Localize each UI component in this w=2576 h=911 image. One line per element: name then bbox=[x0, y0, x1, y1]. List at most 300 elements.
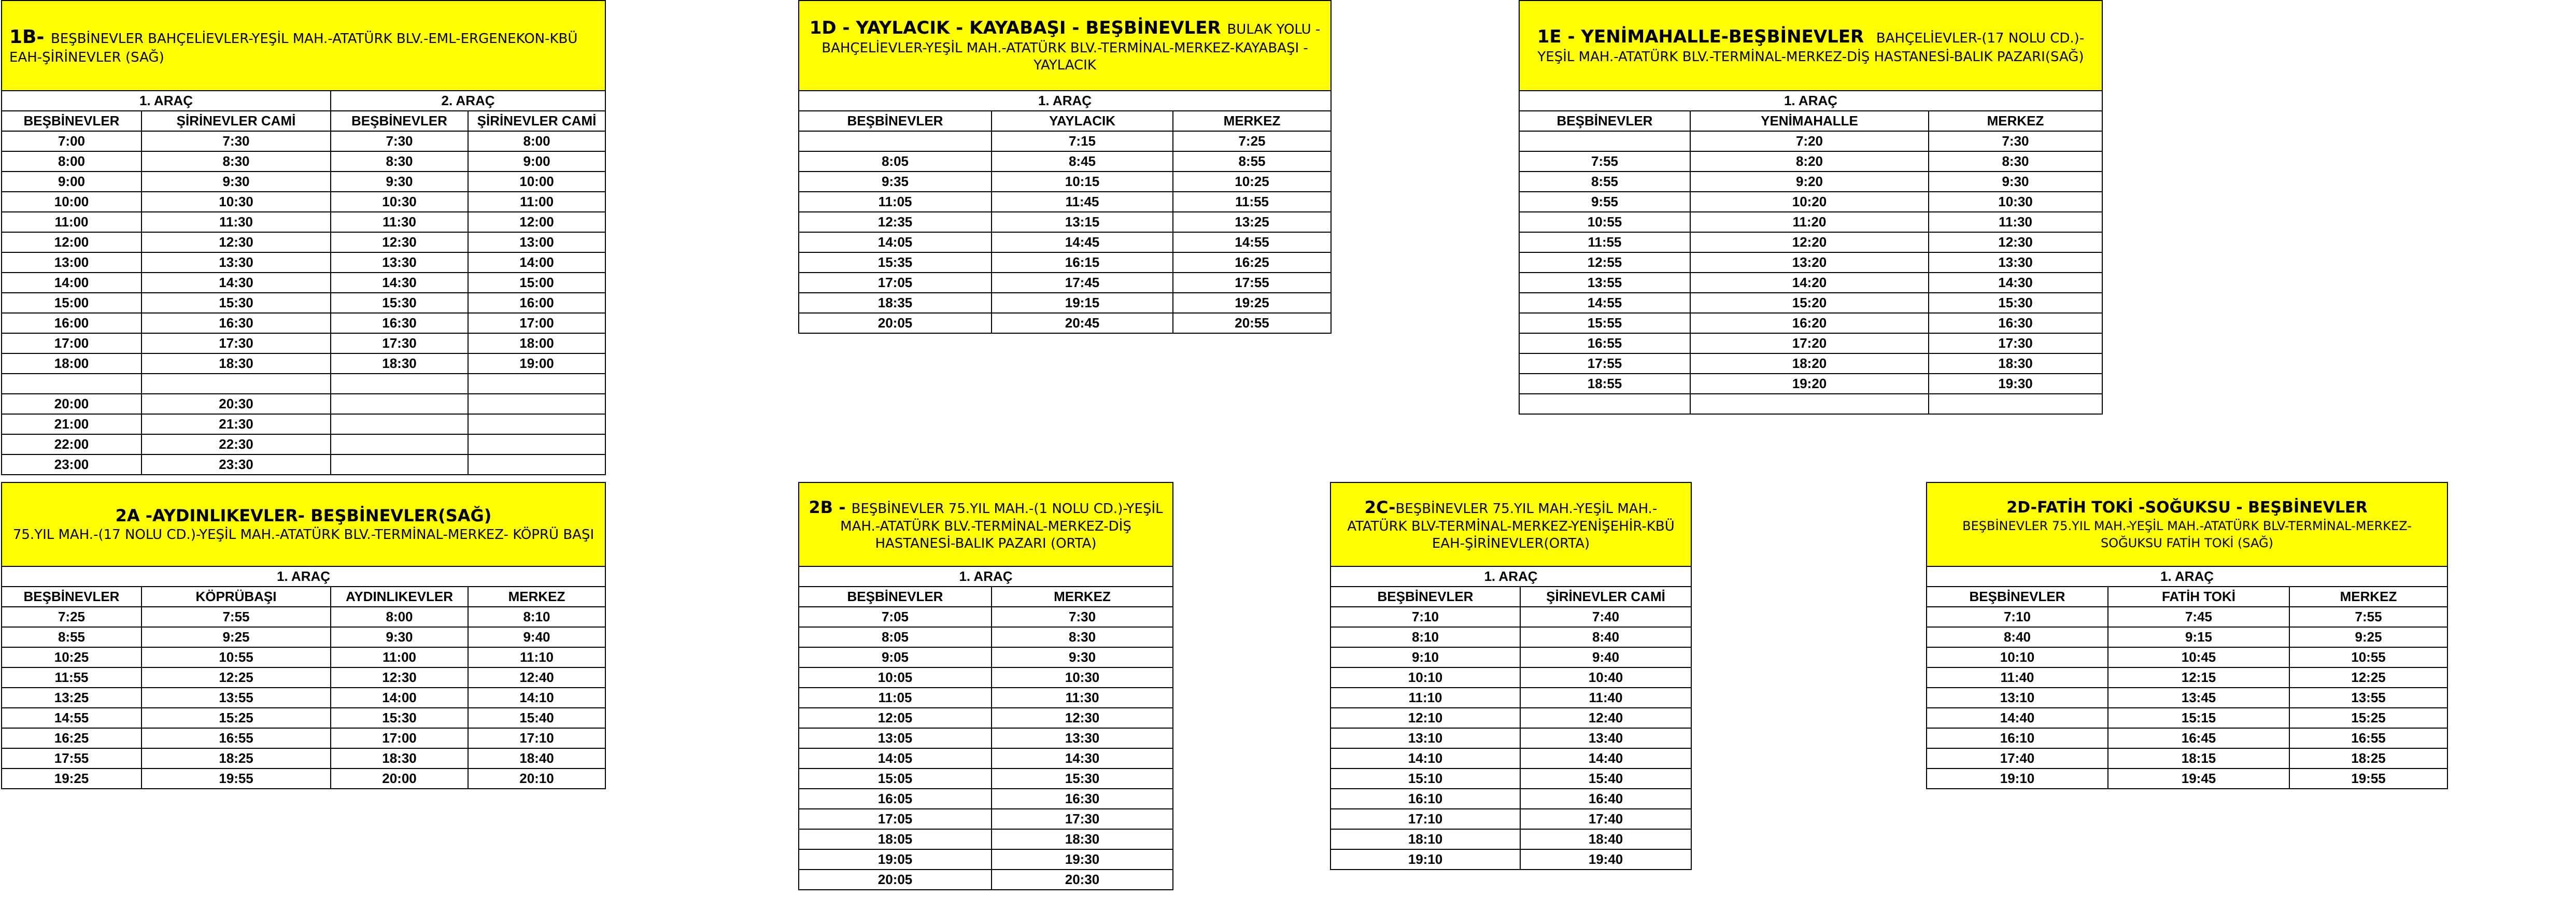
time-row bbox=[1331, 829, 1691, 849]
time-cell: 7:25 bbox=[2, 607, 141, 627]
time-cell: 18:55 bbox=[1519, 374, 1690, 394]
time-cell bbox=[331, 374, 468, 394]
time-cell: 13:20 bbox=[1690, 252, 1929, 273]
route-name: 2A -AYDINLIKEVLER- BEŞBİNEVLER(SAĞ) bbox=[115, 506, 492, 526]
time-cell: 16:55 bbox=[2289, 728, 2447, 748]
time-cell: 15:05 bbox=[799, 768, 992, 789]
time-cell: 8:10 bbox=[1331, 627, 1520, 647]
route-header bbox=[1927, 482, 2447, 566]
time-cell: 11:55 bbox=[1519, 232, 1690, 252]
route-name: 2C bbox=[1364, 497, 1389, 517]
time-cell: 16:55 bbox=[1519, 333, 1690, 353]
time-cell: 12:10 bbox=[1331, 708, 1520, 728]
time-cell: 20:05 bbox=[799, 870, 992, 890]
time-cell: 8:30 bbox=[1929, 151, 2102, 172]
time-row bbox=[2, 172, 605, 192]
time-row bbox=[799, 313, 1331, 333]
time-cell: 8:55 bbox=[1519, 172, 1690, 192]
time-cell bbox=[1519, 394, 1690, 414]
route-stops: BEŞBİNEVLER 75.YIL MAH.-YEŞİL MAH.-ATATÜRK BLV-TERMİNAL-MERKEZ-YENİŞEHİR-KBÜ EAH-ŞİRİNEVLER(ORTA) bbox=[1347, 501, 1675, 551]
time-row bbox=[1927, 688, 2447, 708]
time-cell: 10:30 bbox=[992, 667, 1173, 688]
time-cell: 7:25 bbox=[1173, 131, 1331, 151]
time-cell: 12:30 bbox=[141, 232, 331, 252]
time-cell: 14:30 bbox=[1929, 273, 2102, 293]
route-separator bbox=[1864, 26, 1876, 47]
time-row bbox=[2, 293, 605, 313]
time-cell: 7:30 bbox=[141, 131, 331, 151]
time-cell: 9:00 bbox=[468, 151, 605, 172]
time-row bbox=[2, 728, 605, 748]
time-row bbox=[2, 374, 605, 394]
time-row bbox=[799, 232, 1331, 252]
time-cell: 17:05 bbox=[799, 809, 992, 829]
stop-column-header: MERKEZ bbox=[468, 587, 605, 607]
time-cell: 14:55 bbox=[2, 708, 141, 728]
time-cell: 16:30 bbox=[1929, 313, 2102, 333]
time-cell: 13:45 bbox=[2108, 688, 2289, 708]
stop-column-header: MERKEZ bbox=[1929, 111, 2102, 131]
vehicle-label: 1. ARAÇ bbox=[2, 566, 605, 587]
time-row bbox=[799, 667, 1173, 688]
time-cell: 9:55 bbox=[1519, 192, 1690, 212]
time-row bbox=[2, 607, 605, 627]
time-cell: 7:15 bbox=[992, 131, 1173, 151]
time-cell: 18:15 bbox=[2108, 748, 2289, 768]
time-row bbox=[799, 789, 1173, 809]
time-row bbox=[1927, 667, 2447, 688]
time-cell: 12:30 bbox=[1929, 232, 2102, 252]
time-cell: 16:55 bbox=[141, 728, 331, 748]
time-cell: 20:30 bbox=[992, 870, 1173, 890]
time-cell: 8:00 bbox=[331, 607, 468, 627]
time-cell: 14:40 bbox=[1520, 748, 1691, 768]
route-stops: BEŞBİNEVLER 75.YIL MAH.-YEŞİL MAH.-ATATÜRK BLV-TERMİNAL-MERKEZ-SOĞUKSU FATİH TOKİ (SAĞ) bbox=[1962, 519, 2412, 550]
time-cell: 7:45 bbox=[2108, 607, 2289, 627]
stop-column-header: MERKEZ bbox=[2289, 587, 2447, 607]
route-stops: BEŞBİNEVLER BAHÇELİEVLER-YEŞİL MAH.-ATATÜRK BLV.-EML-ERGENEKON-KBÜ EAH-ŞİRİNEVLER (SAĞ) bbox=[9, 31, 578, 65]
time-row bbox=[799, 647, 1173, 667]
time-cell: 8:20 bbox=[1690, 151, 1929, 172]
time-cell: 19:40 bbox=[1520, 849, 1691, 870]
time-cell: 10:00 bbox=[2, 192, 141, 212]
stop-column-header: BEŞBİNEVLER bbox=[1331, 587, 1520, 607]
time-cell: 17:00 bbox=[331, 728, 468, 748]
time-cell: 13:30 bbox=[1929, 252, 2102, 273]
vehicle-label: 1. ARAÇ bbox=[799, 566, 1173, 587]
time-cell: 13:30 bbox=[992, 728, 1173, 748]
timetable-1e bbox=[1519, 0, 2103, 415]
time-cell: 11:45 bbox=[992, 192, 1173, 212]
time-cell: 14:10 bbox=[1331, 748, 1520, 768]
time-row bbox=[799, 728, 1173, 748]
time-cell: 13:25 bbox=[2, 688, 141, 708]
time-cell: 10:55 bbox=[1519, 212, 1690, 232]
time-cell: 19:05 bbox=[799, 849, 992, 870]
time-cell: 13:15 bbox=[992, 212, 1173, 232]
time-cell: 19:10 bbox=[1331, 849, 1520, 870]
time-cell: 18:00 bbox=[468, 333, 605, 353]
time-row bbox=[799, 607, 1173, 627]
stop-column-header: FATİH TOKİ bbox=[2108, 587, 2289, 607]
route-separator: - bbox=[36, 26, 51, 48]
vehicle-label: 1. ARAÇ bbox=[2, 91, 331, 111]
time-row bbox=[1519, 293, 2102, 313]
time-cell: 18:30 bbox=[1929, 353, 2102, 374]
time-cell: 22:30 bbox=[141, 434, 331, 454]
time-row bbox=[1927, 728, 2447, 748]
time-cell: 16:25 bbox=[2, 728, 141, 748]
time-cell: 10:55 bbox=[141, 647, 331, 667]
time-cell: 15:20 bbox=[1690, 293, 1929, 313]
time-cell: 12:30 bbox=[331, 232, 468, 252]
time-cell: 7:05 bbox=[799, 607, 992, 627]
time-cell: 13:55 bbox=[1519, 273, 1690, 293]
time-cell: 16:00 bbox=[468, 293, 605, 313]
time-row bbox=[799, 870, 1173, 890]
time-cell: 12:55 bbox=[1519, 252, 1690, 273]
time-cell: 10:20 bbox=[1690, 192, 1929, 212]
time-cell: 23:30 bbox=[141, 454, 331, 475]
time-cell: 17:05 bbox=[799, 273, 992, 293]
time-cell: 18:40 bbox=[468, 748, 605, 768]
time-cell: 12:00 bbox=[468, 212, 605, 232]
route-name: 2B bbox=[809, 497, 833, 517]
time-row bbox=[799, 768, 1173, 789]
timetable-1d bbox=[798, 0, 1332, 334]
time-cell: 14:30 bbox=[331, 273, 468, 293]
time-cell: 15:30 bbox=[992, 768, 1173, 789]
time-cell: 14:00 bbox=[2, 273, 141, 293]
time-row bbox=[1331, 728, 1691, 748]
time-cell: 9:30 bbox=[141, 172, 331, 192]
time-cell: 8:00 bbox=[2, 151, 141, 172]
time-row bbox=[799, 627, 1173, 647]
time-cell: 16:10 bbox=[1331, 789, 1520, 809]
route-separator bbox=[1221, 18, 1227, 38]
time-cell: 9:05 bbox=[799, 647, 992, 667]
time-row bbox=[1519, 313, 2102, 333]
time-cell: 7:55 bbox=[1519, 151, 1690, 172]
time-cell: 15:30 bbox=[331, 708, 468, 728]
time-cell: 9:15 bbox=[2108, 627, 2289, 647]
time-cell: 8:55 bbox=[1173, 151, 1331, 172]
time-row bbox=[1331, 809, 1691, 829]
vehicle-label: 1. ARAÇ bbox=[1927, 566, 2447, 587]
time-cell: 13:30 bbox=[331, 252, 468, 273]
stop-column-header: BEŞBİNEVLER bbox=[2, 587, 141, 607]
time-cell: 16:10 bbox=[1927, 728, 2108, 748]
time-cell: 17:30 bbox=[992, 809, 1173, 829]
time-cell: 17:30 bbox=[141, 333, 331, 353]
time-cell: 16:00 bbox=[2, 313, 141, 333]
time-cell: 8:05 bbox=[799, 151, 992, 172]
time-cell: 10:05 bbox=[799, 667, 992, 688]
time-cell: 15:30 bbox=[141, 293, 331, 313]
time-cell: 13:10 bbox=[1927, 688, 2108, 708]
time-cell: 16:15 bbox=[992, 252, 1173, 273]
time-cell: 11:40 bbox=[1927, 667, 2108, 688]
stop-column-header: BEŞBİNEVLER bbox=[2, 111, 141, 131]
time-cell: 10:45 bbox=[2108, 647, 2289, 667]
time-cell: 15:40 bbox=[1520, 768, 1691, 789]
vehicle-label: 1. ARAÇ bbox=[1331, 566, 1691, 587]
time-cell: 18:30 bbox=[331, 748, 468, 768]
time-cell: 18:40 bbox=[1520, 829, 1691, 849]
time-cell: 9:00 bbox=[2, 172, 141, 192]
time-row bbox=[799, 252, 1331, 273]
time-row bbox=[1331, 607, 1691, 627]
time-cell: 11:30 bbox=[331, 212, 468, 232]
time-row bbox=[1331, 768, 1691, 789]
time-cell: 12:15 bbox=[2108, 667, 2289, 688]
route-name: 2D-FATİH TOKİ -SOĞUKSU - BEŞBİNEVLER bbox=[2006, 498, 2368, 517]
time-cell: 19:00 bbox=[468, 353, 605, 374]
time-cell: 20:00 bbox=[2, 394, 141, 414]
time-cell: 11:00 bbox=[331, 647, 468, 667]
time-cell: 13:30 bbox=[141, 252, 331, 273]
time-cell: 7:30 bbox=[331, 131, 468, 151]
time-cell bbox=[141, 374, 331, 394]
time-cell: 9:30 bbox=[992, 647, 1173, 667]
time-cell: 12:05 bbox=[799, 708, 992, 728]
time-row bbox=[1927, 647, 2447, 667]
time-cell: 7:30 bbox=[992, 607, 1173, 627]
route-name: 1B bbox=[9, 26, 37, 48]
time-row bbox=[799, 172, 1331, 192]
time-cell: 16:25 bbox=[1173, 252, 1331, 273]
time-row bbox=[1927, 768, 2447, 789]
time-cell: 10:25 bbox=[1173, 172, 1331, 192]
route-name: 1E - YENİMAHALLE-BEŞBİNEVLER bbox=[1537, 26, 1864, 47]
time-row bbox=[2, 434, 605, 454]
time-cell: 15:25 bbox=[141, 708, 331, 728]
time-cell: 17:10 bbox=[468, 728, 605, 748]
time-cell: 15:40 bbox=[468, 708, 605, 728]
time-row bbox=[2, 667, 605, 688]
time-row bbox=[1927, 708, 2447, 728]
time-cell: 10:10 bbox=[1331, 667, 1520, 688]
time-cell: 13:55 bbox=[2289, 688, 2447, 708]
time-cell: 8:05 bbox=[799, 627, 992, 647]
time-row bbox=[799, 849, 1173, 870]
time-cell: 10:25 bbox=[2, 647, 141, 667]
time-cell: 20:45 bbox=[992, 313, 1173, 333]
time-cell bbox=[2, 374, 141, 394]
time-cell: 16:40 bbox=[1520, 789, 1691, 809]
time-cell: 18:00 bbox=[2, 353, 141, 374]
time-row bbox=[2, 627, 605, 647]
time-row bbox=[2, 394, 605, 414]
time-cell: 20:30 bbox=[141, 394, 331, 414]
time-cell: 14:00 bbox=[331, 688, 468, 708]
time-cell: 21:30 bbox=[141, 414, 331, 434]
time-cell: 10:30 bbox=[1929, 192, 2102, 212]
time-cell: 11:10 bbox=[468, 647, 605, 667]
time-cell: 7:55 bbox=[2289, 607, 2447, 627]
vehicle-label: 1. ARAÇ bbox=[799, 91, 1331, 111]
time-cell: 11:30 bbox=[992, 688, 1173, 708]
time-cell: 9:40 bbox=[468, 627, 605, 647]
time-cell: 14:20 bbox=[1690, 273, 1929, 293]
route-stops: BEŞBİNEVLER 75.YIL MAH.-(1 NOLU CD.)-YEŞİL MAH.-ATATÜRK BLV.-TERMİNAL-MERKEZ-DİŞ HASTANESİ-BALIK PAZARI (ORTA) bbox=[840, 501, 1163, 551]
stop-column-header: ŞİRİNEVLER CAMİ bbox=[1520, 587, 1691, 607]
time-cell: 8:55 bbox=[2, 627, 141, 647]
time-row bbox=[2, 688, 605, 708]
time-cell: 16:20 bbox=[1690, 313, 1929, 333]
time-cell: 10:00 bbox=[468, 172, 605, 192]
time-cell bbox=[1929, 394, 2102, 414]
time-cell: 15:30 bbox=[1929, 293, 2102, 313]
time-cell: 8:40 bbox=[1520, 627, 1691, 647]
time-cell bbox=[331, 414, 468, 434]
time-cell: 17:55 bbox=[1173, 273, 1331, 293]
time-cell: 18:30 bbox=[992, 829, 1173, 849]
time-cell: 7:55 bbox=[141, 607, 331, 627]
time-cell: 10:30 bbox=[141, 192, 331, 212]
time-cell: 20:05 bbox=[799, 313, 992, 333]
time-cell: 17:10 bbox=[1331, 809, 1520, 829]
time-cell bbox=[468, 394, 605, 414]
time-row bbox=[2, 192, 605, 212]
time-cell: 20:00 bbox=[331, 768, 468, 789]
time-cell: 15:15 bbox=[2108, 708, 2289, 728]
route-stops: 75.YIL MAH.-(17 NOLU CD.)-YEŞİL MAH.-ATATÜRK BLV.-TERMİNAL-MERKEZ- KÖPRÜ BAŞI bbox=[12, 527, 595, 543]
time-cell: 17:40 bbox=[1520, 809, 1691, 829]
time-cell: 9:25 bbox=[141, 627, 331, 647]
time-cell: 17:00 bbox=[2, 333, 141, 353]
time-cell: 10:55 bbox=[2289, 647, 2447, 667]
time-cell: 8:00 bbox=[468, 131, 605, 151]
time-row bbox=[2, 353, 605, 374]
time-cell: 10:40 bbox=[1520, 667, 1691, 688]
timetable-2c bbox=[1330, 482, 1692, 870]
time-cell: 16:45 bbox=[2108, 728, 2289, 748]
time-row bbox=[2, 252, 605, 273]
time-cell bbox=[468, 434, 605, 454]
time-cell: 11:00 bbox=[2, 212, 141, 232]
time-cell bbox=[331, 394, 468, 414]
time-cell: 16:30 bbox=[331, 313, 468, 333]
time-row bbox=[1519, 273, 2102, 293]
time-cell: 18:10 bbox=[1331, 829, 1520, 849]
time-cell: 16:30 bbox=[141, 313, 331, 333]
time-cell: 19:15 bbox=[992, 293, 1173, 313]
time-cell: 14:55 bbox=[1173, 232, 1331, 252]
time-cell: 8:30 bbox=[331, 151, 468, 172]
route-separator: - bbox=[833, 497, 852, 517]
route-header bbox=[2, 1, 605, 91]
time-cell: 7:00 bbox=[2, 131, 141, 151]
timetable-2d bbox=[1926, 482, 2448, 789]
time-cell bbox=[331, 454, 468, 475]
time-row bbox=[2, 708, 605, 728]
stop-column-header: AYDINLIKEVLER bbox=[331, 587, 468, 607]
stop-column-header: MERKEZ bbox=[992, 587, 1173, 607]
route-header bbox=[1519, 1, 2102, 91]
time-cell bbox=[1690, 394, 1929, 414]
time-cell: 9:10 bbox=[1331, 647, 1520, 667]
time-cell: 22:00 bbox=[2, 434, 141, 454]
timetable-2a bbox=[1, 482, 606, 789]
time-row bbox=[799, 688, 1173, 708]
stop-column-header: BEŞBİNEVLER bbox=[799, 111, 992, 131]
time-row bbox=[799, 708, 1173, 728]
time-row bbox=[1519, 232, 2102, 252]
stop-column-header: ŞİRİNEVLER CAMİ bbox=[141, 111, 331, 131]
time-row bbox=[1331, 667, 1691, 688]
time-cell: 16:05 bbox=[799, 789, 992, 809]
time-cell: 19:45 bbox=[2108, 768, 2289, 789]
time-cell: 17:20 bbox=[1690, 333, 1929, 353]
time-cell: 14:05 bbox=[799, 232, 992, 252]
time-cell: 12:20 bbox=[1690, 232, 1929, 252]
timetable-2b bbox=[798, 482, 1173, 890]
time-cell: 14:45 bbox=[992, 232, 1173, 252]
time-row bbox=[2, 748, 605, 768]
time-row bbox=[1519, 252, 2102, 273]
time-cell: 7:10 bbox=[1927, 607, 2108, 627]
time-cell: 9:35 bbox=[799, 172, 992, 192]
time-cell: 9:40 bbox=[1520, 647, 1691, 667]
time-row bbox=[1519, 131, 2102, 151]
time-cell: 14:05 bbox=[799, 748, 992, 768]
time-cell: 13:00 bbox=[2, 252, 141, 273]
time-cell: 9:20 bbox=[1690, 172, 1929, 192]
time-cell: 11:40 bbox=[1520, 688, 1691, 708]
time-cell: 15:25 bbox=[2289, 708, 2447, 728]
time-cell: 8:40 bbox=[1927, 627, 2108, 647]
time-cell: 12:40 bbox=[468, 667, 605, 688]
timetable-1b bbox=[1, 0, 606, 475]
time-cell: 13:05 bbox=[799, 728, 992, 748]
time-cell: 12:25 bbox=[141, 667, 331, 688]
time-cell: 10:10 bbox=[1927, 647, 2108, 667]
time-cell: 17:55 bbox=[2, 748, 141, 768]
time-cell: 9:30 bbox=[331, 172, 468, 192]
route-header bbox=[1331, 482, 1691, 566]
time-row bbox=[799, 293, 1331, 313]
time-cell: 7:30 bbox=[1929, 131, 2102, 151]
route-header bbox=[2, 482, 605, 566]
time-cell: 11:05 bbox=[799, 688, 992, 708]
time-row bbox=[2, 232, 605, 252]
time-cell: 12:35 bbox=[799, 212, 992, 232]
time-row bbox=[1331, 789, 1691, 809]
time-cell: 19:25 bbox=[1173, 293, 1331, 313]
time-cell: 11:30 bbox=[1929, 212, 2102, 232]
time-row bbox=[2, 454, 605, 475]
time-row bbox=[2, 333, 605, 353]
time-cell: 19:30 bbox=[992, 849, 1173, 870]
time-cell: 15:55 bbox=[1519, 313, 1690, 333]
time-cell: 19:30 bbox=[1929, 374, 2102, 394]
time-cell: 18:30 bbox=[141, 353, 331, 374]
stop-column-header: BEŞBİNEVLER bbox=[1519, 111, 1690, 131]
time-row bbox=[2, 212, 605, 232]
time-row bbox=[799, 829, 1173, 849]
time-cell: 17:30 bbox=[331, 333, 468, 353]
route-stops: BULAK YOLU - BAHÇELİEVLER-YEŞİL MAH.-ATATÜRK BLV.-TERMİNAL-MERKEZ-KAYABAŞI - YAYLACIK bbox=[822, 22, 1321, 74]
route-stops: BAHÇELİEVLER-(17 NOLU CD.)-YEŞİL MAH.-ATATÜRK BLV.-TERMİNAL-MERKEZ-DİŞ HASTANESİ-BALIK PAZARI(SAĞ) bbox=[1537, 31, 2085, 65]
time-cell: 18:25 bbox=[2289, 748, 2447, 768]
stop-column-header: YENİMAHALLE bbox=[1690, 111, 1929, 131]
time-row bbox=[799, 809, 1173, 829]
time-row bbox=[2, 151, 605, 172]
time-row bbox=[1331, 849, 1691, 870]
time-cell bbox=[331, 434, 468, 454]
time-cell: 13:10 bbox=[1331, 728, 1520, 748]
